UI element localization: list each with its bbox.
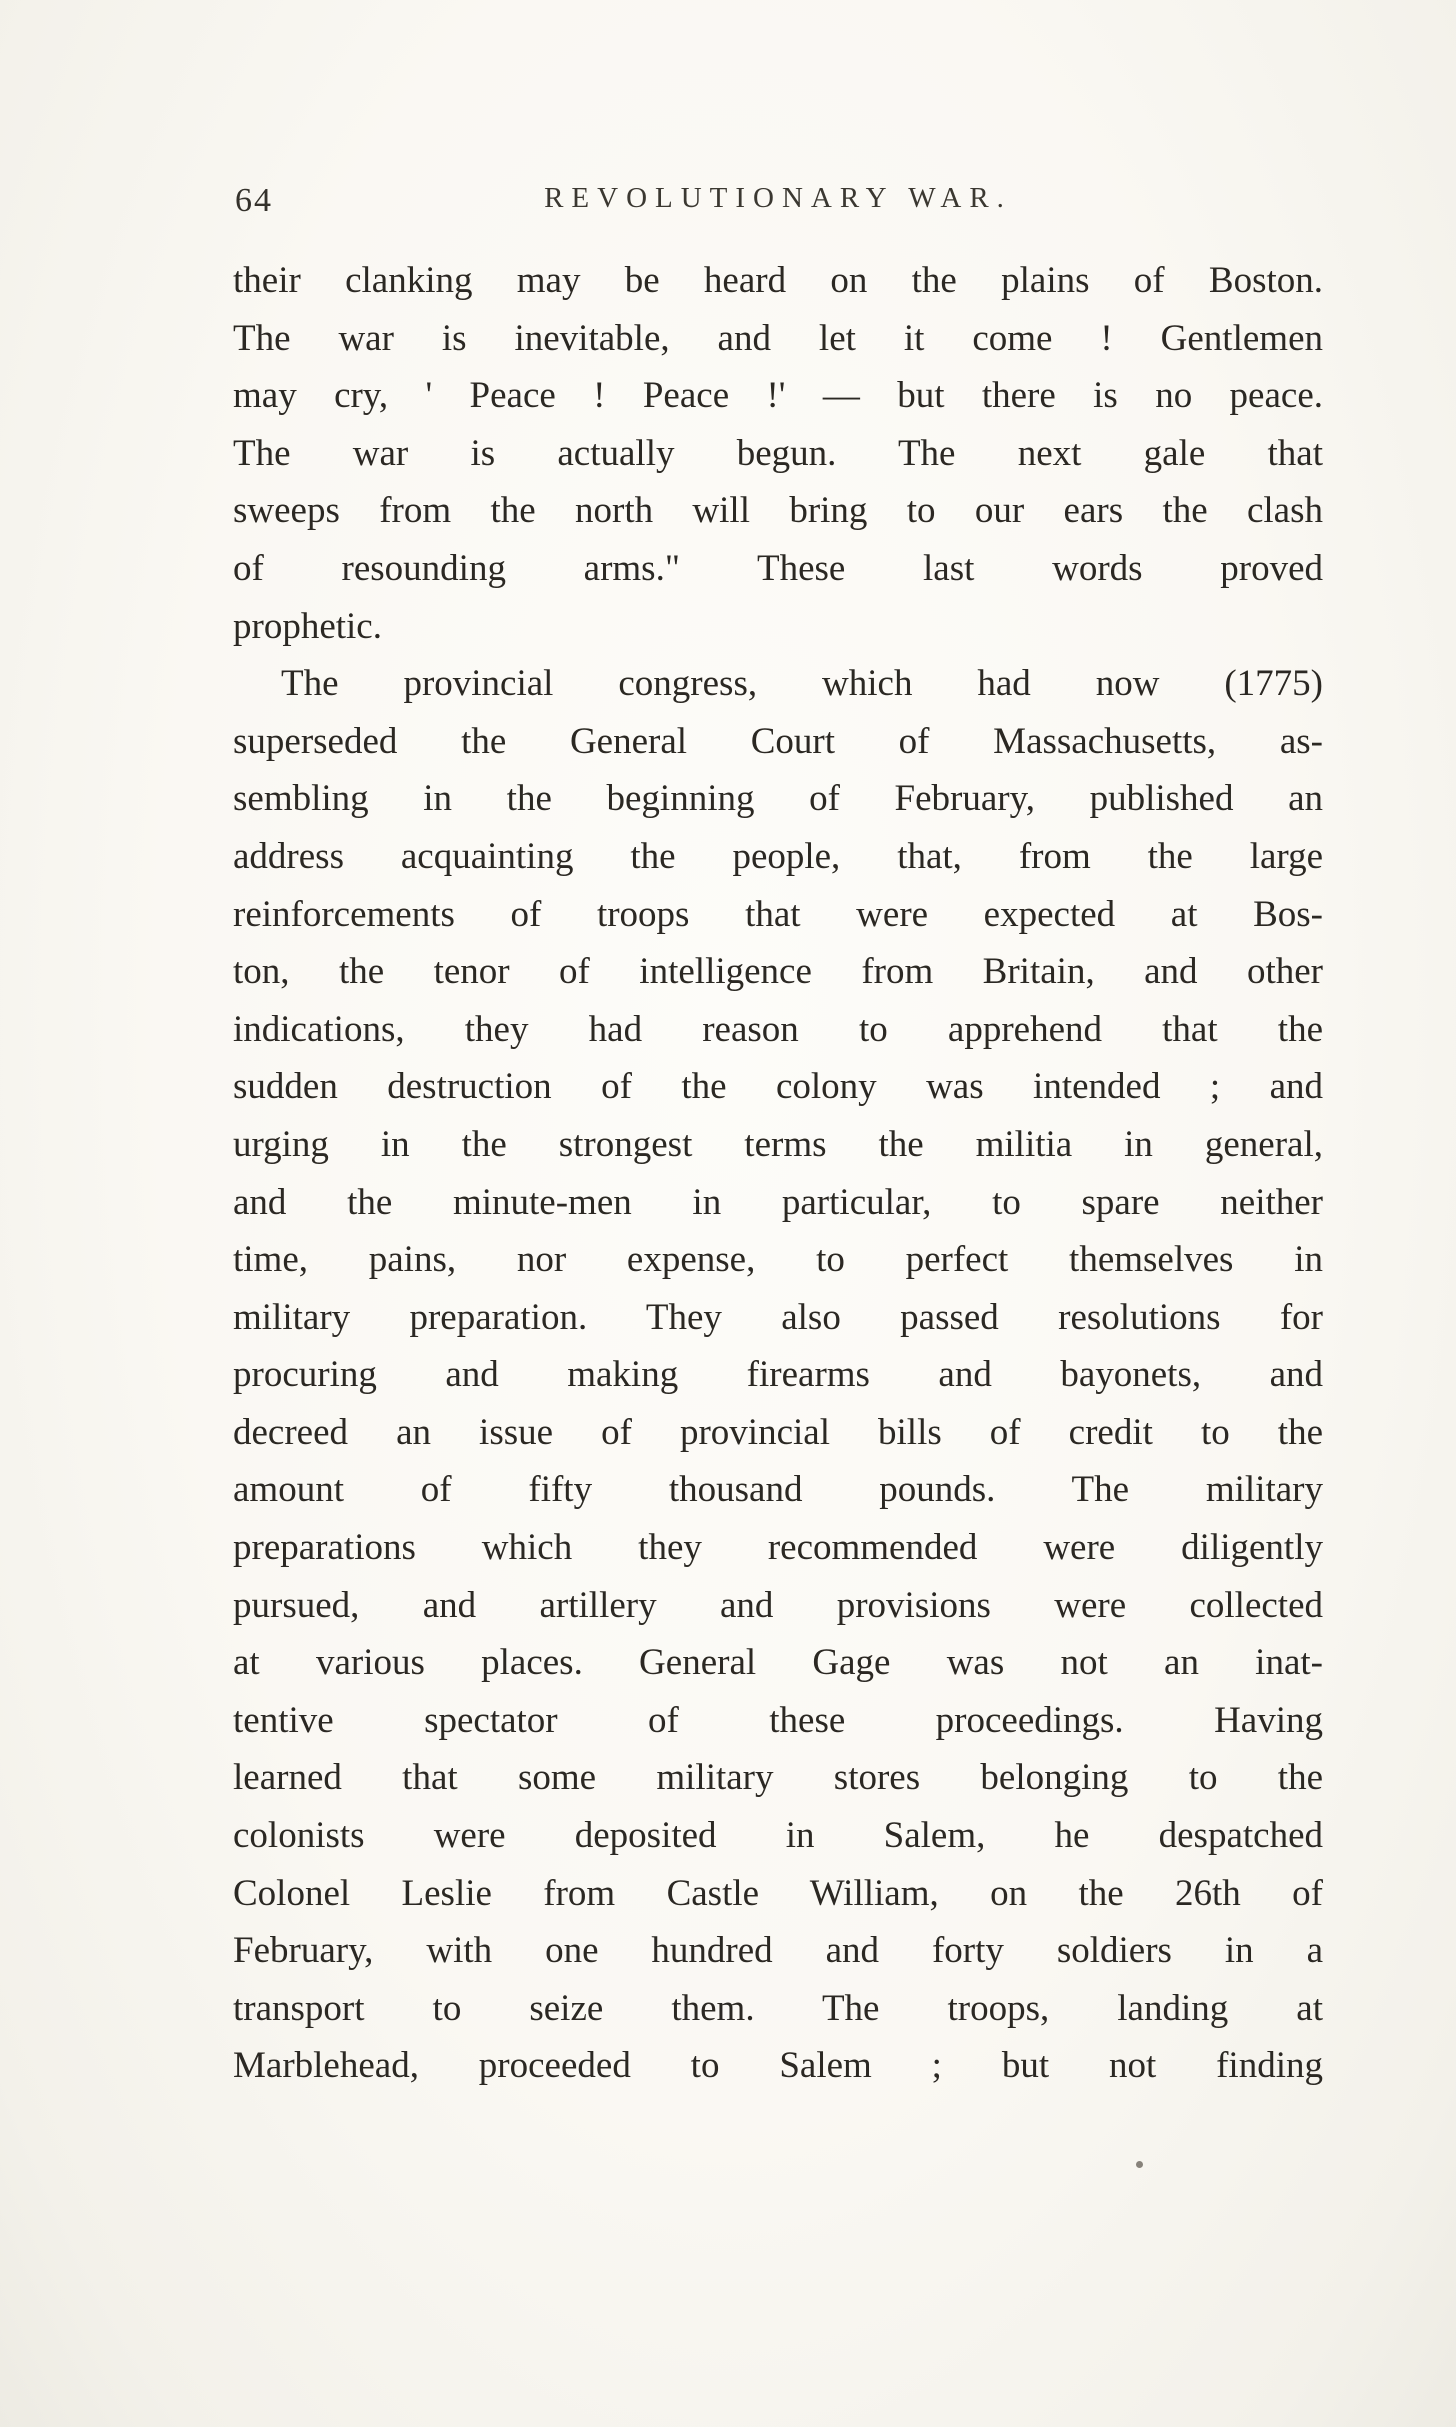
text-line: urging in the strongest terms the militia in general,: [233, 1123, 1323, 1165]
text-line: their clanking may be heard on the plains of Boston.: [233, 260, 1323, 301]
text-line: colonists were deposited in Salem, he despatched: [233, 1815, 1323, 1857]
text-line: superseded the General Court of Massachusetts, as-: [233, 720, 1323, 762]
text-line: ton, the tenor of intelligence from Britain, and other: [233, 951, 1323, 993]
text-line: of resounding arms." These last words proved: [233, 547, 1323, 589]
text-line: Colonel Leslie from Castle William, on the 26th of: [233, 1872, 1323, 1914]
paragraph: [233, 655, 1323, 2095]
text-line: tentive spectator of these proceedings. Having: [233, 1699, 1323, 1741]
text-line: decreed an issue of provincial bills of credit to the: [233, 1411, 1323, 1453]
text-line: amount of fifty thousand pounds. The military: [233, 1469, 1323, 1511]
text-line: military preparation. They also passed resolutions for: [233, 1296, 1323, 1338]
text-line: prophetic.: [233, 605, 382, 647]
text-line: sweeps from the north will bring to our ears the clash: [233, 490, 1323, 532]
text-line: The war is inevitable, and let it come ! Gentlemen: [233, 317, 1323, 359]
text-line: sembling in the beginning of February, published an: [233, 778, 1323, 820]
text-line: preparations which they recommended were diligently: [233, 1527, 1323, 1569]
paragraph: [233, 252, 1323, 655]
text-line: procuring and making firearms and bayonets, and: [233, 1354, 1323, 1396]
text-line: The provincial congress, which had now (1775): [281, 663, 1323, 705]
text-line: reinforcements of troops that were expected at Bos-: [233, 893, 1323, 935]
text-line: time, pains, nor expense, to perfect themselves in: [233, 1239, 1323, 1281]
page-number: 64: [235, 182, 273, 219]
text-line: learned that some military stores belonging to the: [233, 1757, 1323, 1799]
text-line: transport to seize them. The troops, landing at: [233, 1987, 1323, 2029]
text-block: [233, 252, 1323, 2095]
text-line: The war is actually begun. The next gale that: [233, 432, 1323, 474]
text-line: Marblehead, proceeded to Salem ; but not finding: [233, 2045, 1323, 2087]
text-line: February, with one hundred and forty soldiers in a: [233, 1930, 1323, 1972]
text-line: indications, they had reason to apprehend that the: [233, 1008, 1323, 1050]
scan-speck-icon: [1136, 2161, 1143, 2168]
text-line: address acquainting the people, that, from the large: [233, 835, 1323, 877]
text-line: may cry, ' Peace ! Peace !' — but there is no peace.: [233, 375, 1323, 417]
text-line: at various places. General Gage was not an inat-: [233, 1642, 1323, 1684]
running-header: REVOLUTIONARY WAR.: [544, 182, 1012, 214]
text-line: sudden destruction of the colony was intended ; and: [233, 1066, 1323, 1108]
text-line: pursued, and artillery and provisions were collected: [233, 1584, 1323, 1626]
text-line: and the minute-men in particular, to spare neither: [233, 1181, 1323, 1223]
page-header-row: [233, 182, 1323, 226]
